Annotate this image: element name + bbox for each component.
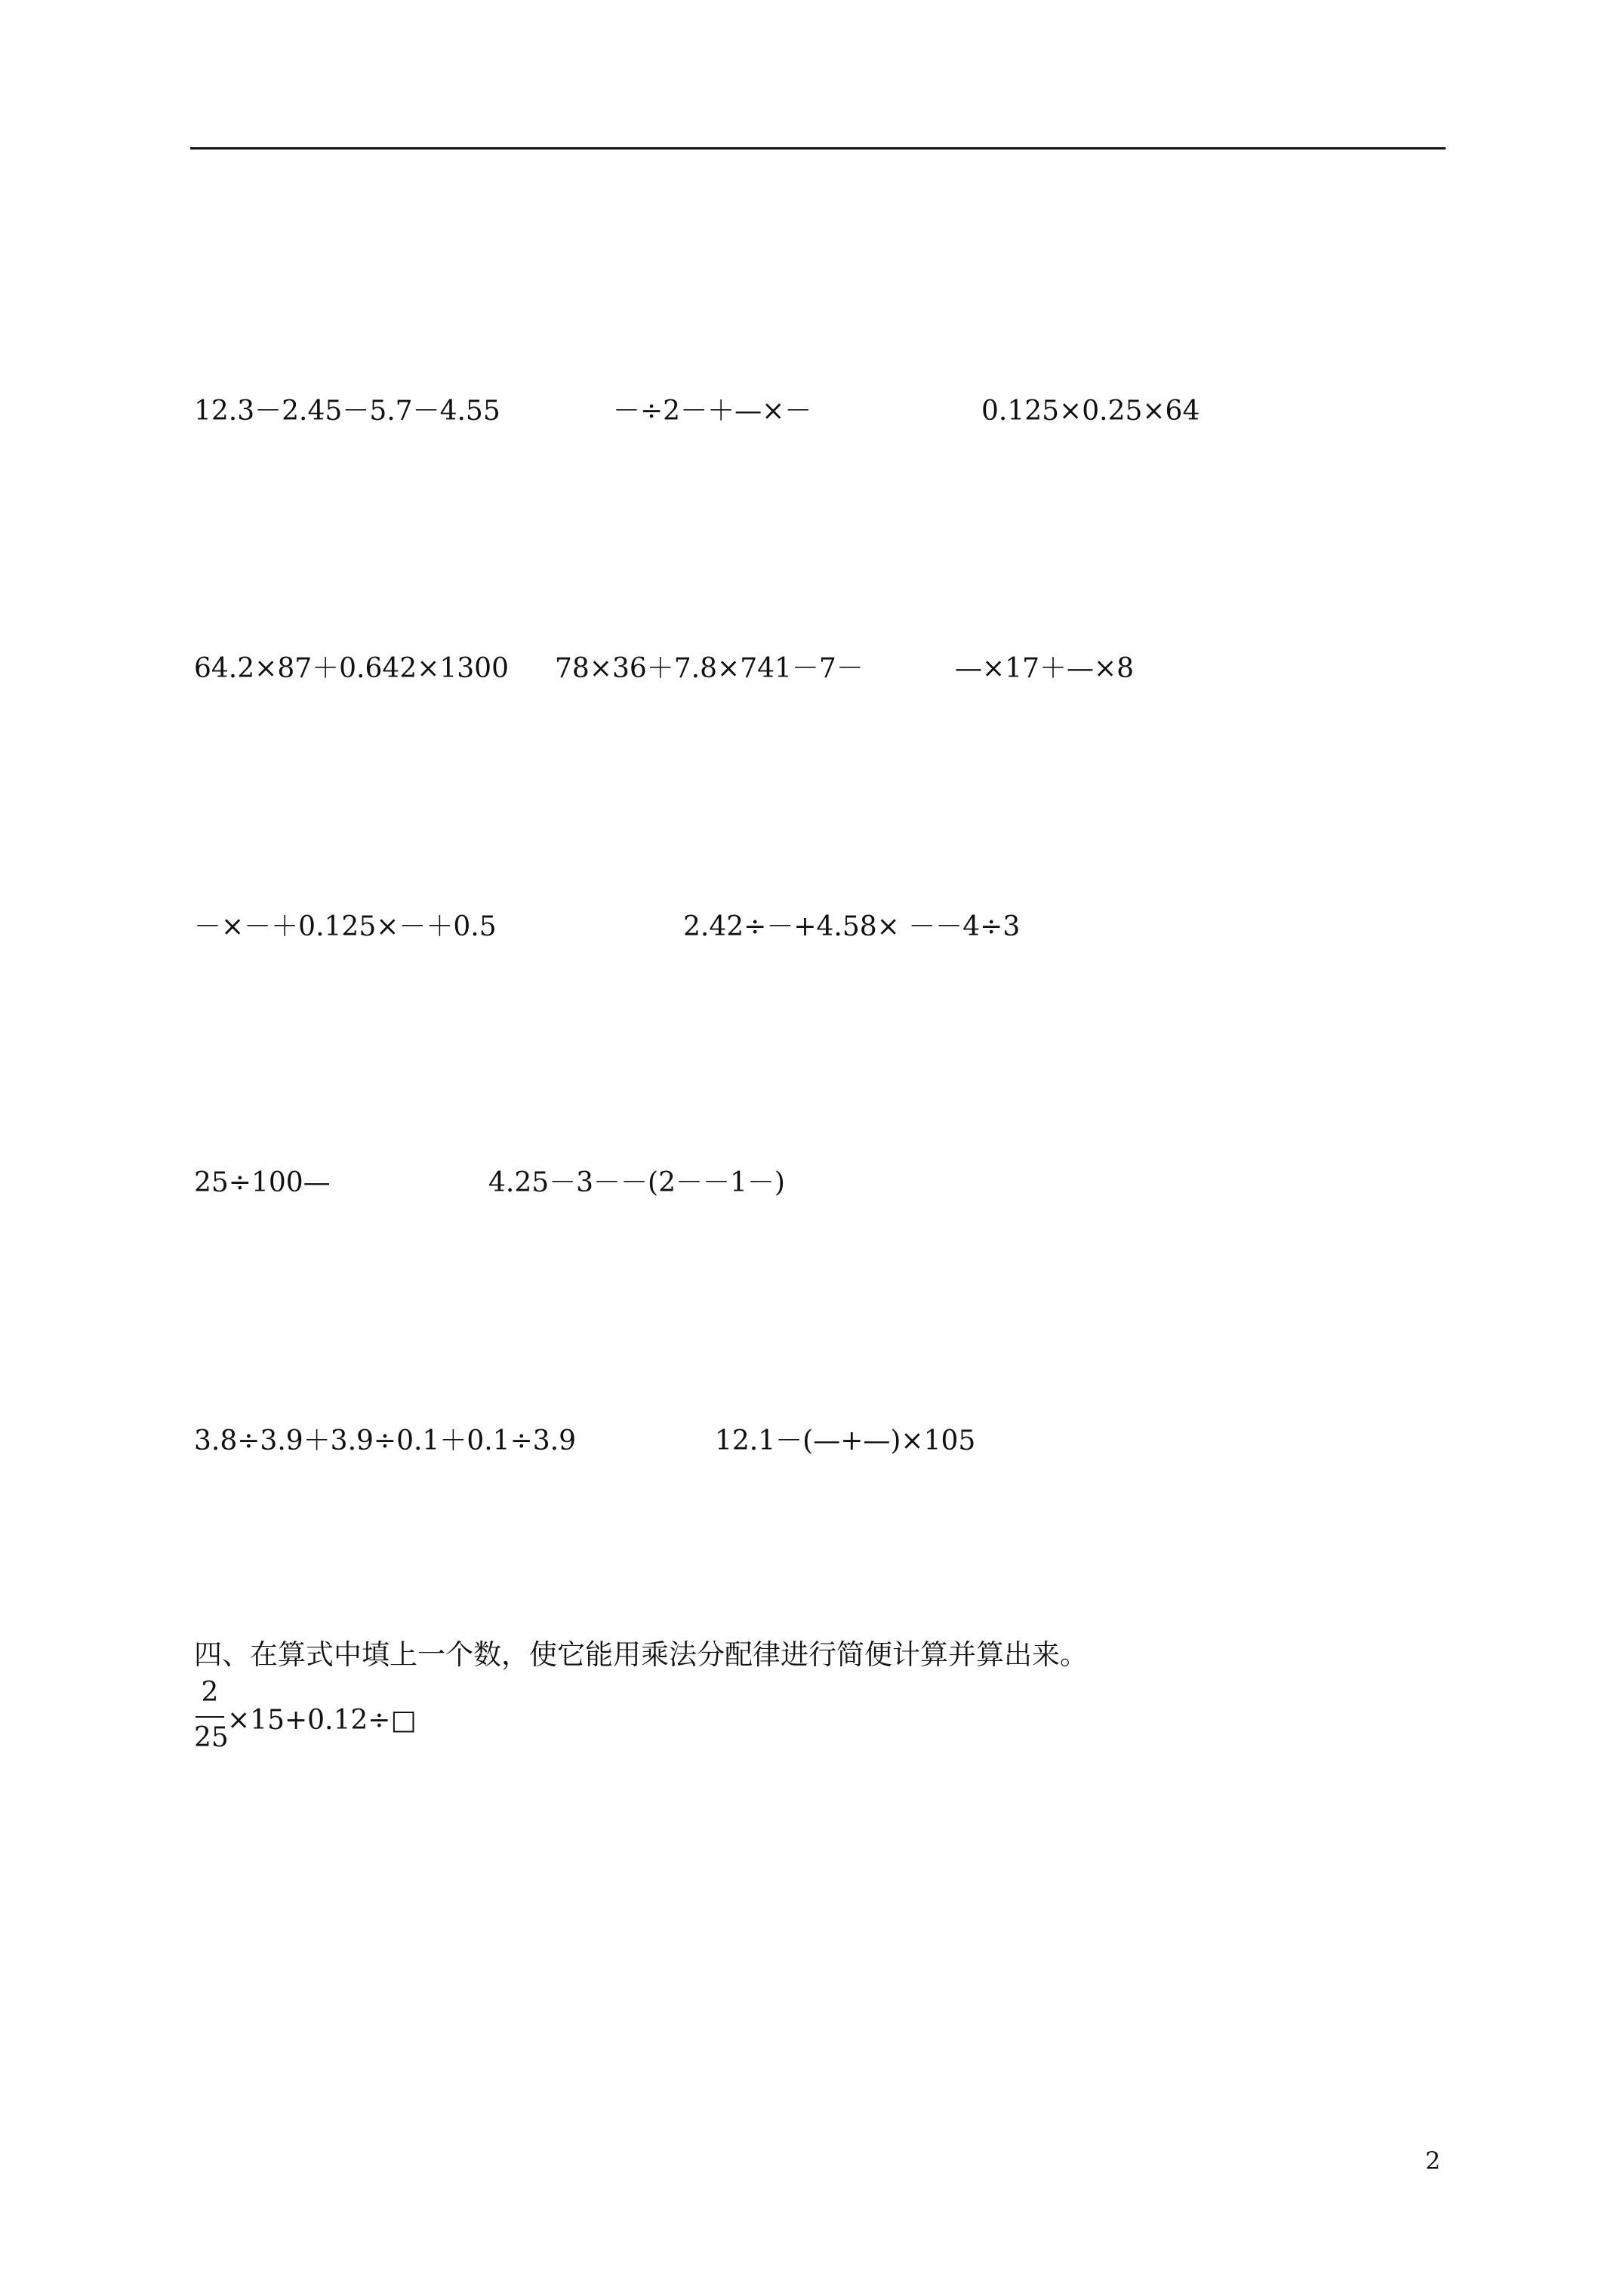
problem-expression: 12.1－(—+—)×105 [715,1425,976,1456]
page-number: 2 [1425,2147,1441,2175]
problem-expression: 2.42÷－+4.58× －－4÷3 [683,911,1021,942]
problem-expression: 64.2×87＋0.642×1300 [194,653,509,684]
problem-expression: 3.8÷3.9＋3.9÷0.1＋0.1÷3.9 [194,1425,577,1456]
problem-expression: —×17＋—×8 [955,653,1135,684]
fraction-bar [196,1716,224,1718]
header-rule [190,147,1446,149]
section-4-title: 四、在算式中填上一个数，使它能用乘法分配律进行简便计算并算出来。 [194,1638,1088,1671]
problem-row-3 [0,905,1623,950]
problem-expression: －×－＋0.125×－＋0.5 [194,911,497,942]
problem-expression: 25÷100— [194,1167,331,1198]
problem-expression: －÷2－＋—×－ [613,396,812,427]
problem-row-1 [0,389,1623,434]
expression-rest: ×15+0.12÷□ [227,1705,417,1736]
problem-row-4 [0,1160,1623,1206]
problem-row-5 [0,1419,1623,1464]
fraction-denominator: 25 [194,1722,229,1753]
problem-expression: 0.125×0.25×64 [981,396,1200,427]
problem-expression: 12.3－2.45－5.7－4.55 [194,396,500,427]
fraction-numerator: 2 [201,1677,219,1708]
problem-expression: 78×36＋7.8×741－7－ [555,653,864,684]
problem-row-2 [0,646,1623,692]
problem-expression: 4.25－3－－(2－－1－) [488,1167,785,1198]
